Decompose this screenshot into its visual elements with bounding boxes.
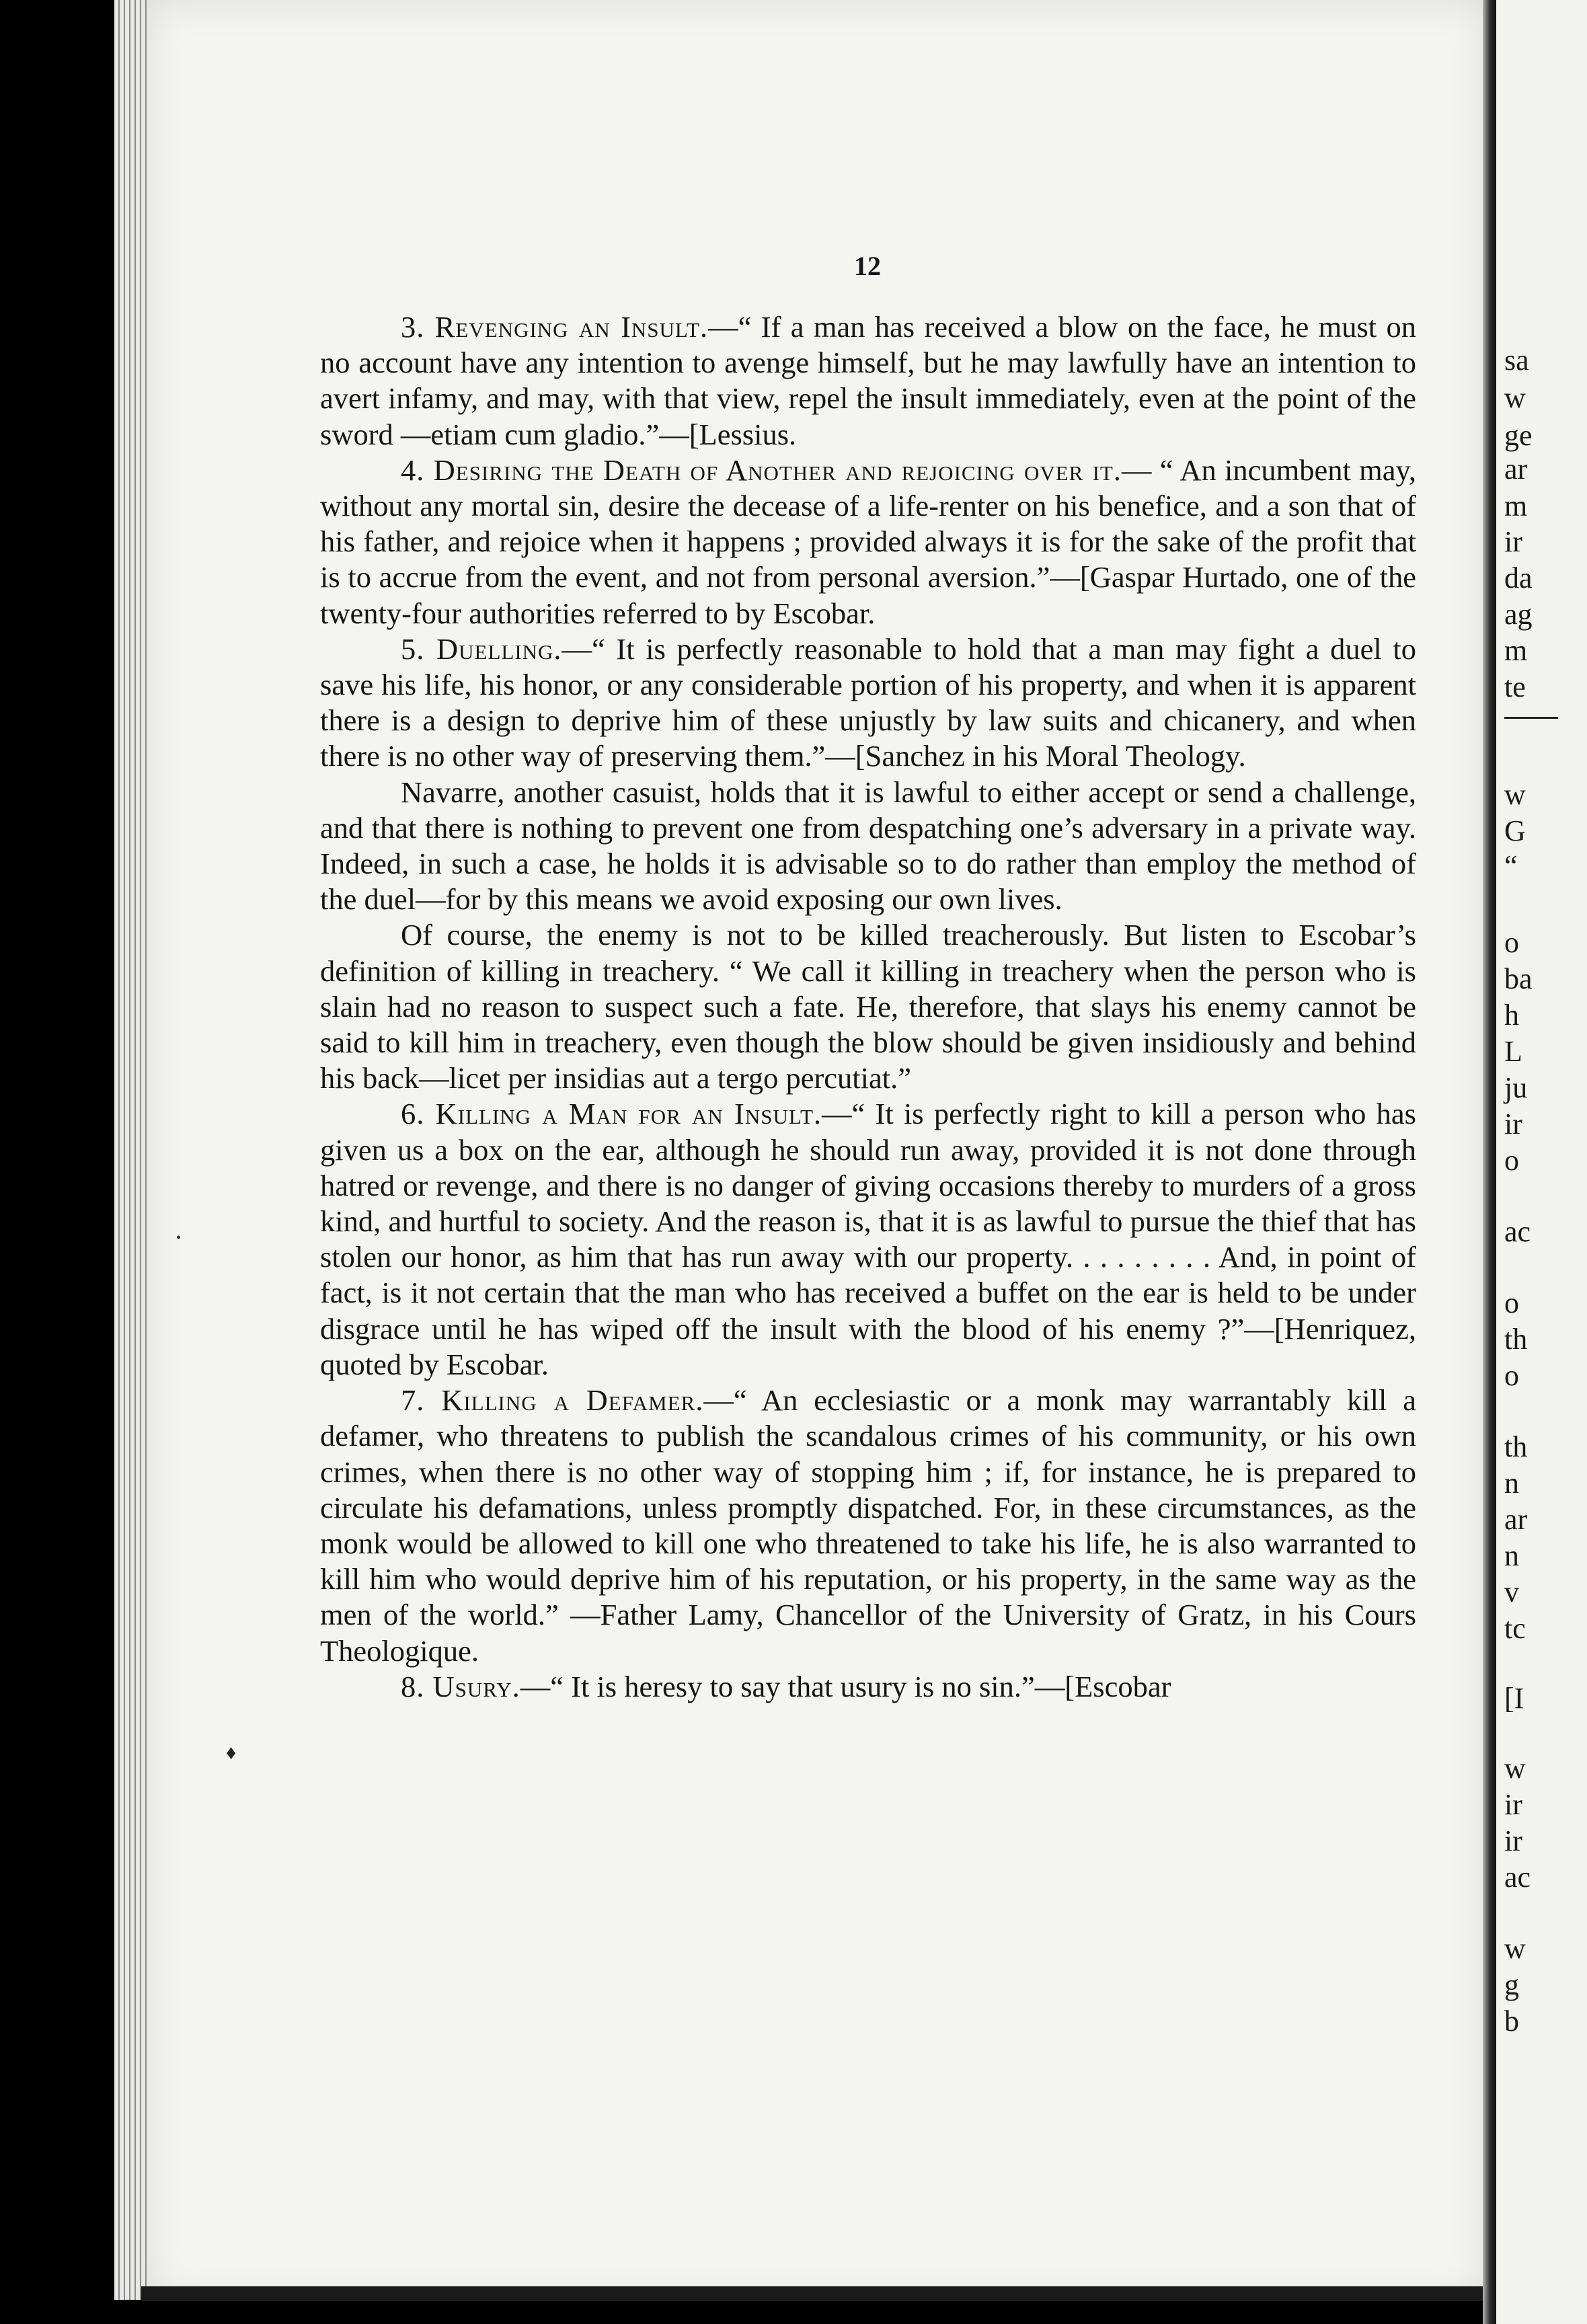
page-bottom-edge (141, 2286, 1493, 2301)
facing-page-fragment (1496, 0, 1587, 2324)
facing-page-text: [I (1504, 1682, 1524, 1715)
facing-page-text: ba (1504, 962, 1533, 995)
facing-page-text: ge (1504, 419, 1533, 452)
paragraph (320, 309, 1416, 453)
scan-speck: ♦ (226, 1742, 237, 1764)
paragraph (320, 917, 1416, 1096)
book-gutter (1483, 0, 1496, 2324)
scan-speck: • (176, 1231, 182, 1245)
facing-page-text: n (1504, 1539, 1519, 1572)
section-heading: 3. Revenging an Insult. (401, 310, 709, 344)
facing-page-text: m (1504, 490, 1528, 522)
facing-page-text: ac (1504, 1861, 1531, 1894)
facing-page-text: b (1504, 2005, 1519, 2038)
facing-page-text: da (1504, 561, 1533, 594)
facing-page-text: w (1504, 1932, 1526, 1965)
facing-page-text: o (1504, 1286, 1519, 1319)
facing-page-text: G (1504, 814, 1526, 847)
facing-page-text: w (1504, 381, 1526, 414)
facing-page-text: v (1504, 1576, 1519, 1609)
facing-page-text: m (1504, 634, 1528, 667)
paragraph (320, 631, 1416, 775)
paragraph-text: Navarre, another casuist, holds that it is lawful to either accept or send a challenge, and that there is nothing to prevent one from despatching one’s adversary in a private way. Indeed, in such a case, he holds it is advisable so to do rather than employ the method of the duel—for by this means we avoid exposing our own lives. (320, 775, 1416, 917)
facing-page-text: ac (1504, 1215, 1531, 1248)
facing-page-text: L (1504, 1035, 1522, 1068)
facing-page-text: ju (1504, 1071, 1528, 1104)
section-heading: 6. Killing a Man for an Insult. (401, 1097, 822, 1131)
paragraph (320, 1669, 1416, 1705)
facing-page-rule (1504, 717, 1558, 719)
facing-page-text: te (1504, 670, 1526, 703)
paragraph-text: —“ An ecclesiastic or a monk may warrantably kill a defamer, who threatens to publish the scandalous crimes of his community, or his own crimes, when there is no other way of stopping him ; if, for instance, he is prepared to circulate his defamations, unless promptly dispatched. For, in these circumstances, as the monk would be allowed to kill one who threatened to take his life, he is also warranted to kill him who would deprive him of his reputation, or his property, in the same way as the men of the world.” —Father Lamy, Chancellor of the University of Gratz, in his Cours Theologique. (320, 1383, 1416, 1668)
paragraph (320, 453, 1416, 631)
paragraph-text: — “ An incumbent may, without any mortal sin, desire the decease of a life-renter on his benefice, and a son that of his father, and rejoice when it happens ; provided always it is for the sake of the profit that is to accrue from the event, and not from personal aversion.”—[Gaspar Hurtado, one of the twenty-four authorities referred to by Escobar. (320, 453, 1416, 630)
facing-page-text: g (1504, 1968, 1519, 2001)
facing-page-text: ar (1504, 453, 1528, 486)
facing-page-text: ar (1504, 1503, 1528, 1536)
paragraph-text: Of course, the enemy is not to be killed treacherously. But listen to Escobar’s definition of killing in treachery. “ We call it killing in treachery when the person who is slain had no reason to suspect such a fate. He, therefore, that slays his enemy cannot be said to kill him in treachery, even though the blow should be given insidiously and behind his back—licet per insidias aut a tergo percutiat.” (320, 918, 1416, 1095)
facing-page-text: th (1504, 1323, 1528, 1356)
section-heading: 7. Killing a Defamer. (401, 1383, 704, 1418)
page-body (320, 249, 1416, 1705)
facing-page-text: th (1504, 1430, 1528, 1463)
facing-page-text: w (1504, 1752, 1526, 1785)
facing-page-text: ir (1504, 1824, 1522, 1857)
paragraph (320, 1096, 1416, 1383)
facing-page-text: “ (1504, 849, 1518, 882)
section-heading: 8. Usury. (401, 1669, 520, 1703)
paragraph (320, 775, 1416, 918)
paragraph-text: —“ It is perfectly reasonable to hold that a man may fight a duel to save his life, his honor, or any considerable portion of his property, and when it is apparent there is a design to deprive him of these unjustly by law suits and chicanery, and when there is no other way of preserving them.”—[Sanchez in his Moral Theology. (320, 631, 1416, 773)
facing-page-text: o (1504, 926, 1519, 959)
facing-page-text: tc (1504, 1612, 1526, 1645)
section-heading: 4. Desiring the Death of Another and rejoicing over it. (401, 453, 1122, 487)
facing-page-text: ir (1504, 1788, 1522, 1821)
facing-page-text: o (1504, 1144, 1519, 1177)
facing-page-text: w (1504, 778, 1526, 811)
facing-page-text: o (1504, 1359, 1519, 1392)
paragraph-text: —“ If a man has received a blow on the face, he must on no account have any intention to avenge himself, but he may lawfully have an intention to avert infamy, and may, with that view, repel the insult immediately, even at the point of the sword —etiam cum gladio.”—[Lessius. (320, 310, 1416, 451)
paragraph (320, 1383, 1416, 1669)
facing-page-text: ag (1504, 598, 1533, 631)
facing-page-text: n (1504, 1467, 1519, 1500)
paragraph-text: —“ It is perfectly right to kill a person who has given us a box on the ear, although he should run away, provided it is not done through hatred or revenge, and there is no danger of giving occasions thereby to murders of a gross kind, and hurtful to society. And the reason is, that it is as lawful to pursue the thief that has stolen our honor, as him that has run away with our property. . . . . . . . . And, in point of fact, is it not certain that the man who has received a buffet on the ear is held to be under disgrace until he has wiped off the insult with the blood of his enemy ?”—[Henriquez, quoted by Escobar. (320, 1097, 1416, 1381)
facing-page-text: ir (1504, 525, 1522, 558)
page-number: 12 (854, 251, 881, 281)
section-heading: 5. Duelling. (401, 631, 562, 666)
facing-page-text: h (1504, 999, 1519, 1032)
facing-page-text: sa (1504, 344, 1529, 377)
facing-page-text: ir (1504, 1108, 1522, 1140)
paragraph-text: —“ It is heresy to say that usury is no sin.”—[Escobar (520, 1669, 1171, 1703)
